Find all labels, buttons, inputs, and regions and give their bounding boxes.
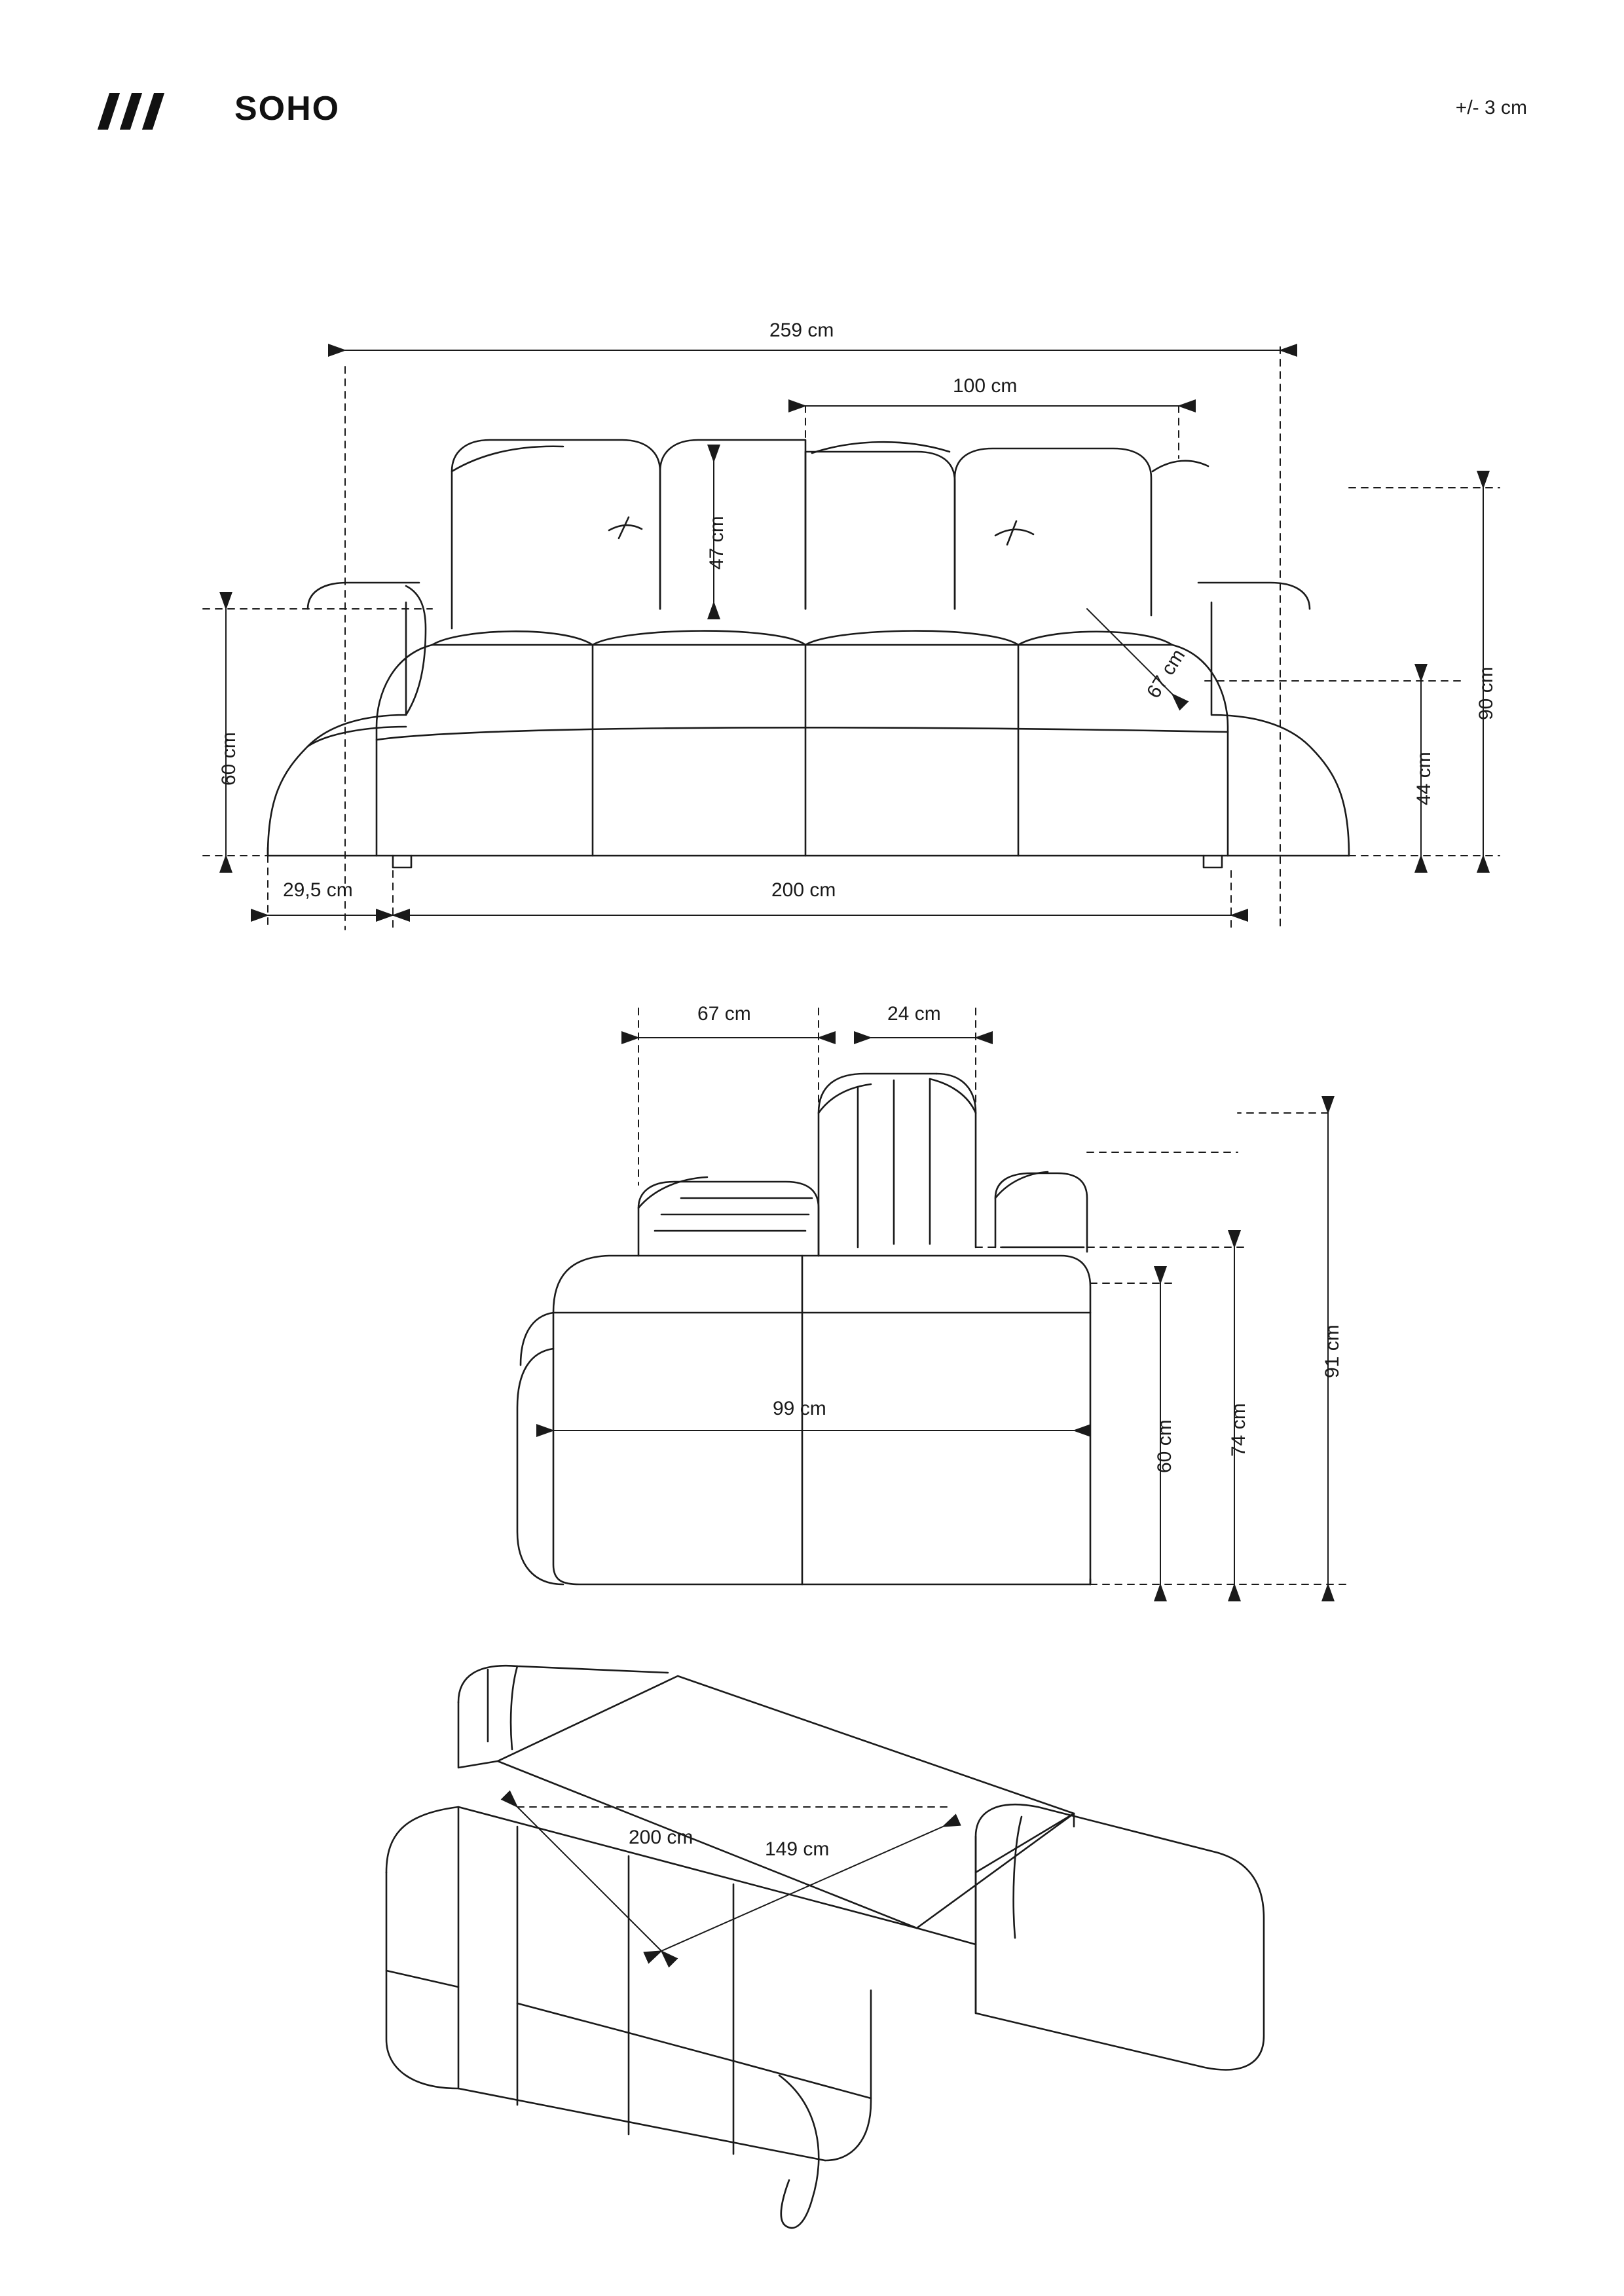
dim-side-back-height: 74 cm xyxy=(1228,1403,1249,1457)
front-view-outline xyxy=(268,440,1349,867)
dim-front-backrest-height: 47 cm xyxy=(706,516,728,570)
tolerance-note: +/- 3 cm xyxy=(1455,97,1527,118)
dim-front-inner-width: 200 cm xyxy=(771,879,836,901)
dim-side-overall-height: 91 cm xyxy=(1321,1324,1343,1378)
side-view-outline xyxy=(517,1074,1090,1584)
bed-view-outline xyxy=(386,1666,1264,2228)
dim-front-seat-height: 44 cm xyxy=(1413,752,1435,805)
dim-bed-length: 200 cm xyxy=(629,1827,693,1848)
dim-front-arm-height: 60 cm xyxy=(218,732,240,786)
dim-side-back-depth: 24 cm xyxy=(887,1003,941,1025)
dim-bed-width: 149 cm xyxy=(765,1838,830,1860)
dim-front-overall-height: 90 cm xyxy=(1475,666,1497,720)
dim-front-cushion-depth: 67 cm xyxy=(1143,645,1190,702)
dim-front-total-width: 259 cm xyxy=(769,319,834,341)
bed-view-dimensions xyxy=(517,1807,953,1951)
page-title: SOHO xyxy=(234,90,341,128)
front-view-dimensions xyxy=(203,347,1500,930)
dim-side-arm-height: 60 cm xyxy=(1154,1419,1175,1473)
dim-side-seat-depth: 67 cm xyxy=(697,1003,751,1025)
dim-front-seat-span: 100 cm xyxy=(953,375,1018,397)
side-view-dimensions xyxy=(553,1008,1349,1584)
dim-side-total-depth: 99 cm xyxy=(773,1398,826,1419)
dim-front-arm-width: 29,5 cm xyxy=(283,879,353,901)
